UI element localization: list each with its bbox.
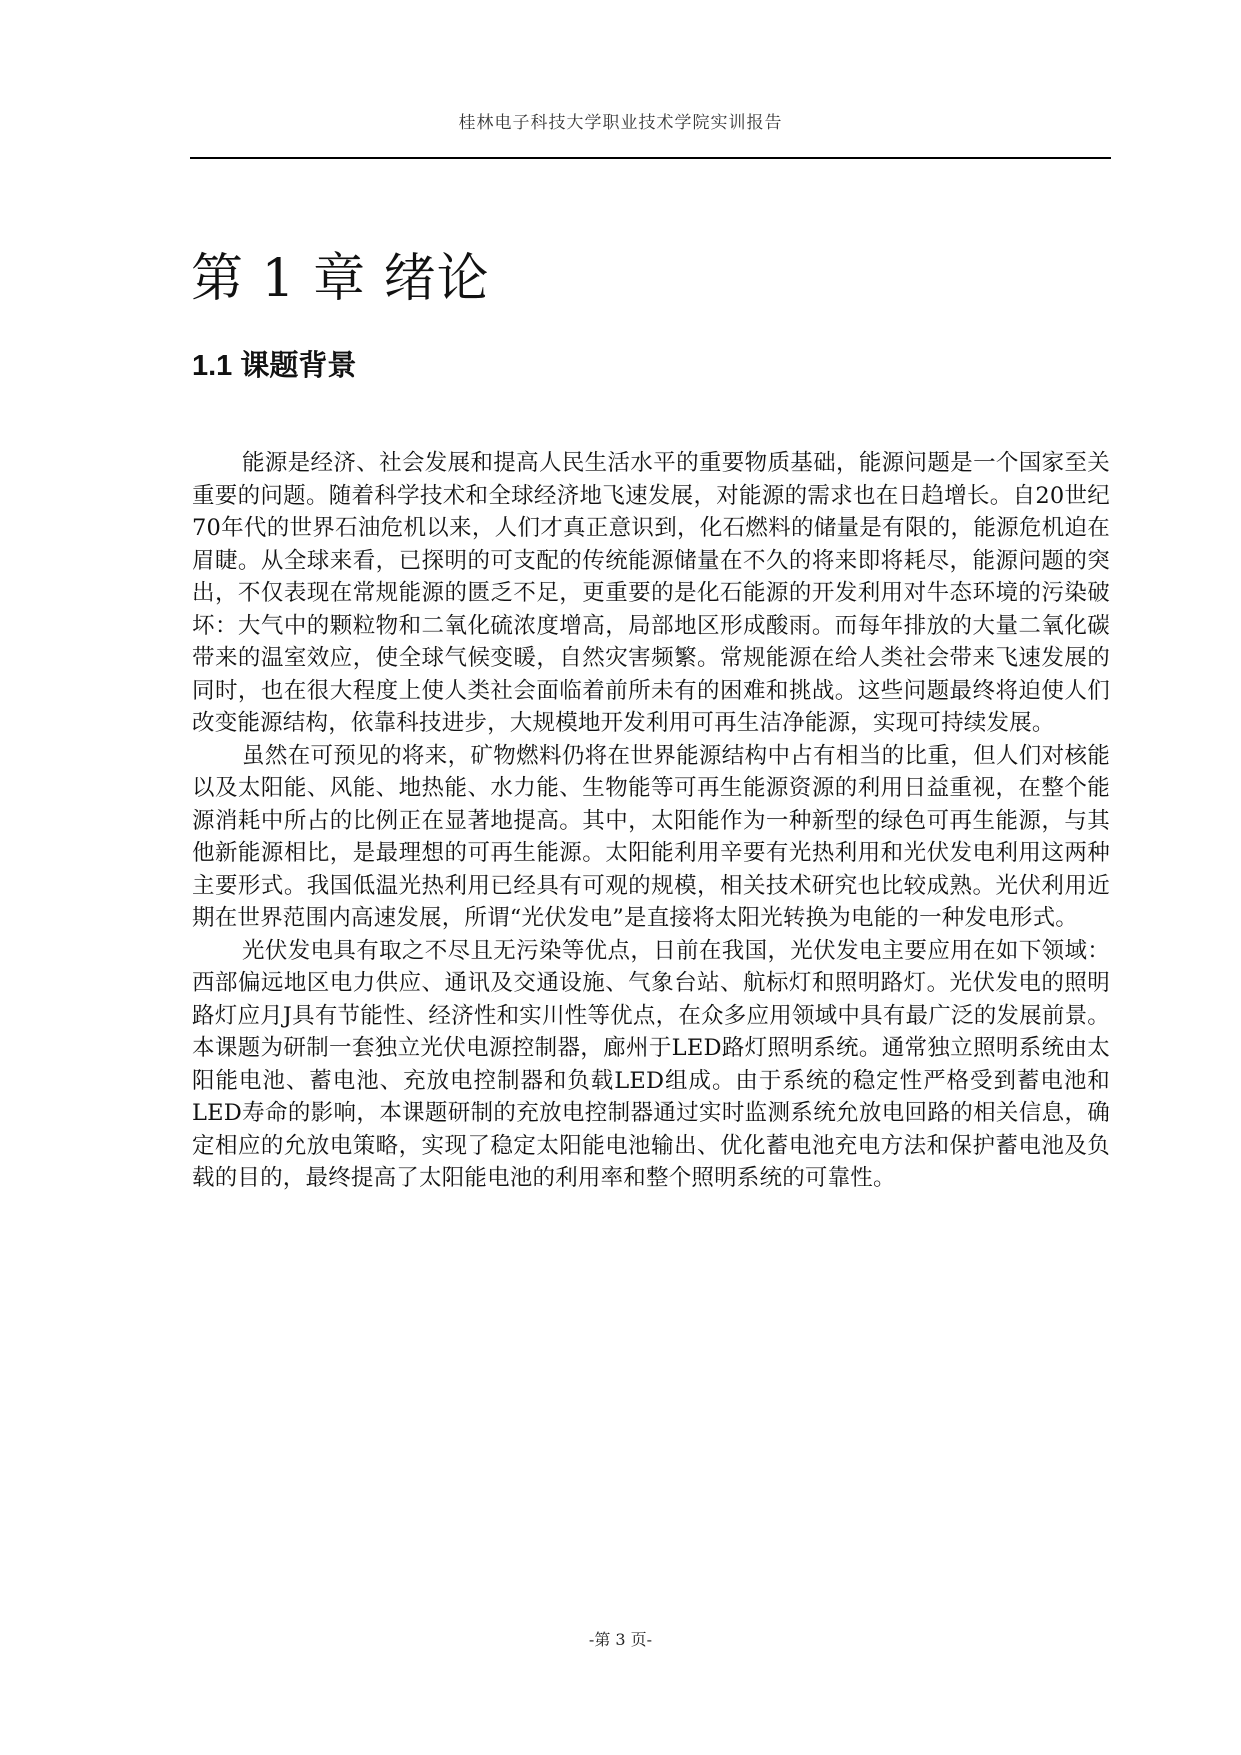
page-number: -第 3 页- — [588, 1630, 653, 1649]
paragraph: 能源是经济、社会发展和提高人民生活水平的重要物质基础，能源问题是一个国家至关重要的问题。随着科学技术和全球经济地飞速发展，对能源的需求也在日趋增长。自20世纪70年代的世界石油危机以来，人们才真正意识到，化石燃料的储量是有限的，能源危机迫在眉睫。从全球来看，已探明的可支配的传统能源储量在不久的将来即将耗尽，能源问题的突出，不仅表现在常规能源的匮乏不足，更重要的是化石能源的开发利用对牛态环境的污染破坏：大气中的颗粒物和二氧化硫浓度增高，局部地区形成酸雨。而每年排放的大量二氧化碳带来的温室效应，使全球气候变暖，自然灾害频繁。常规能源在给人类社会带来飞速发展的同时，也在很大程度上使人类社会面临着前所未有的困难和挑战。这些问题最终将迫使人们改变能源结构，依靠科技进步，大规模地开发利用可再生洁净能源，实现可持续发展。 — [192, 450, 1110, 736]
paragraph: 虽然在可预见的将来，矿物燃料仍将在世界能源结构中占有相当的比重，但人们对核能以及太阳能、风能、地热能、水力能、生物能等可再生能源资源的利用日益重视，在整个能源消耗中所占的比例正在显著地提高。其中，太阳能作为一种新型的绿色可再生能源，与其他新能源相比，是最理想的可再生能源。太阳能利用辛要有光热利用和光伏发电利用这两种主要形式。我国低温光热利用已经具有可观的规模，相关技术研究也比较成熟。光伏利用近期在世界范围内高速发展，所谓“光伏发电”是直接将太阳光转换为电能的一种发电形式。 — [192, 742, 1110, 931]
body-text — [192, 447, 1110, 1195]
page-header: 桂林电子科技大学职业技术学院实训报告 — [458, 113, 783, 133]
paragraph: 光伏发电具有取之不尽且无污染等优点，日前在我国，光伏发电主要应用在如下领域：西部偏远地区电力供应、通讯及交通设施、气象台站、航标灯和照明路灯。光伏发电的照明路灯应月J具有节能性、经济性和实川性等优点，在众多应用领域中具有最广泛的发展前景。本课题为研制一套独立光伏电源控制器，廊州于LED路灯照明系统。通常独立照明系统由太阳能电池、蓄电池、充放电控制器和负载LED组成。由于系统的稳定性严格受到蓄电池和LED寿命的影响，本课题研制的充放电控制器通过实时监测系统允放电回路的相关信息，确定相应的允放电策略，实现了稳定太阳能电池输出、优化蓄电池充电方法和保护蓄电池及负载的目的，最终提高了太阳能电池的利用率和整个照明系统的可靠性。 — [192, 937, 1110, 1191]
header-divider — [190, 157, 1111, 159]
chapter-title: 第 1 章 绪论 — [191, 249, 490, 309]
section-title: 1.1 课题背景 — [192, 350, 357, 382]
